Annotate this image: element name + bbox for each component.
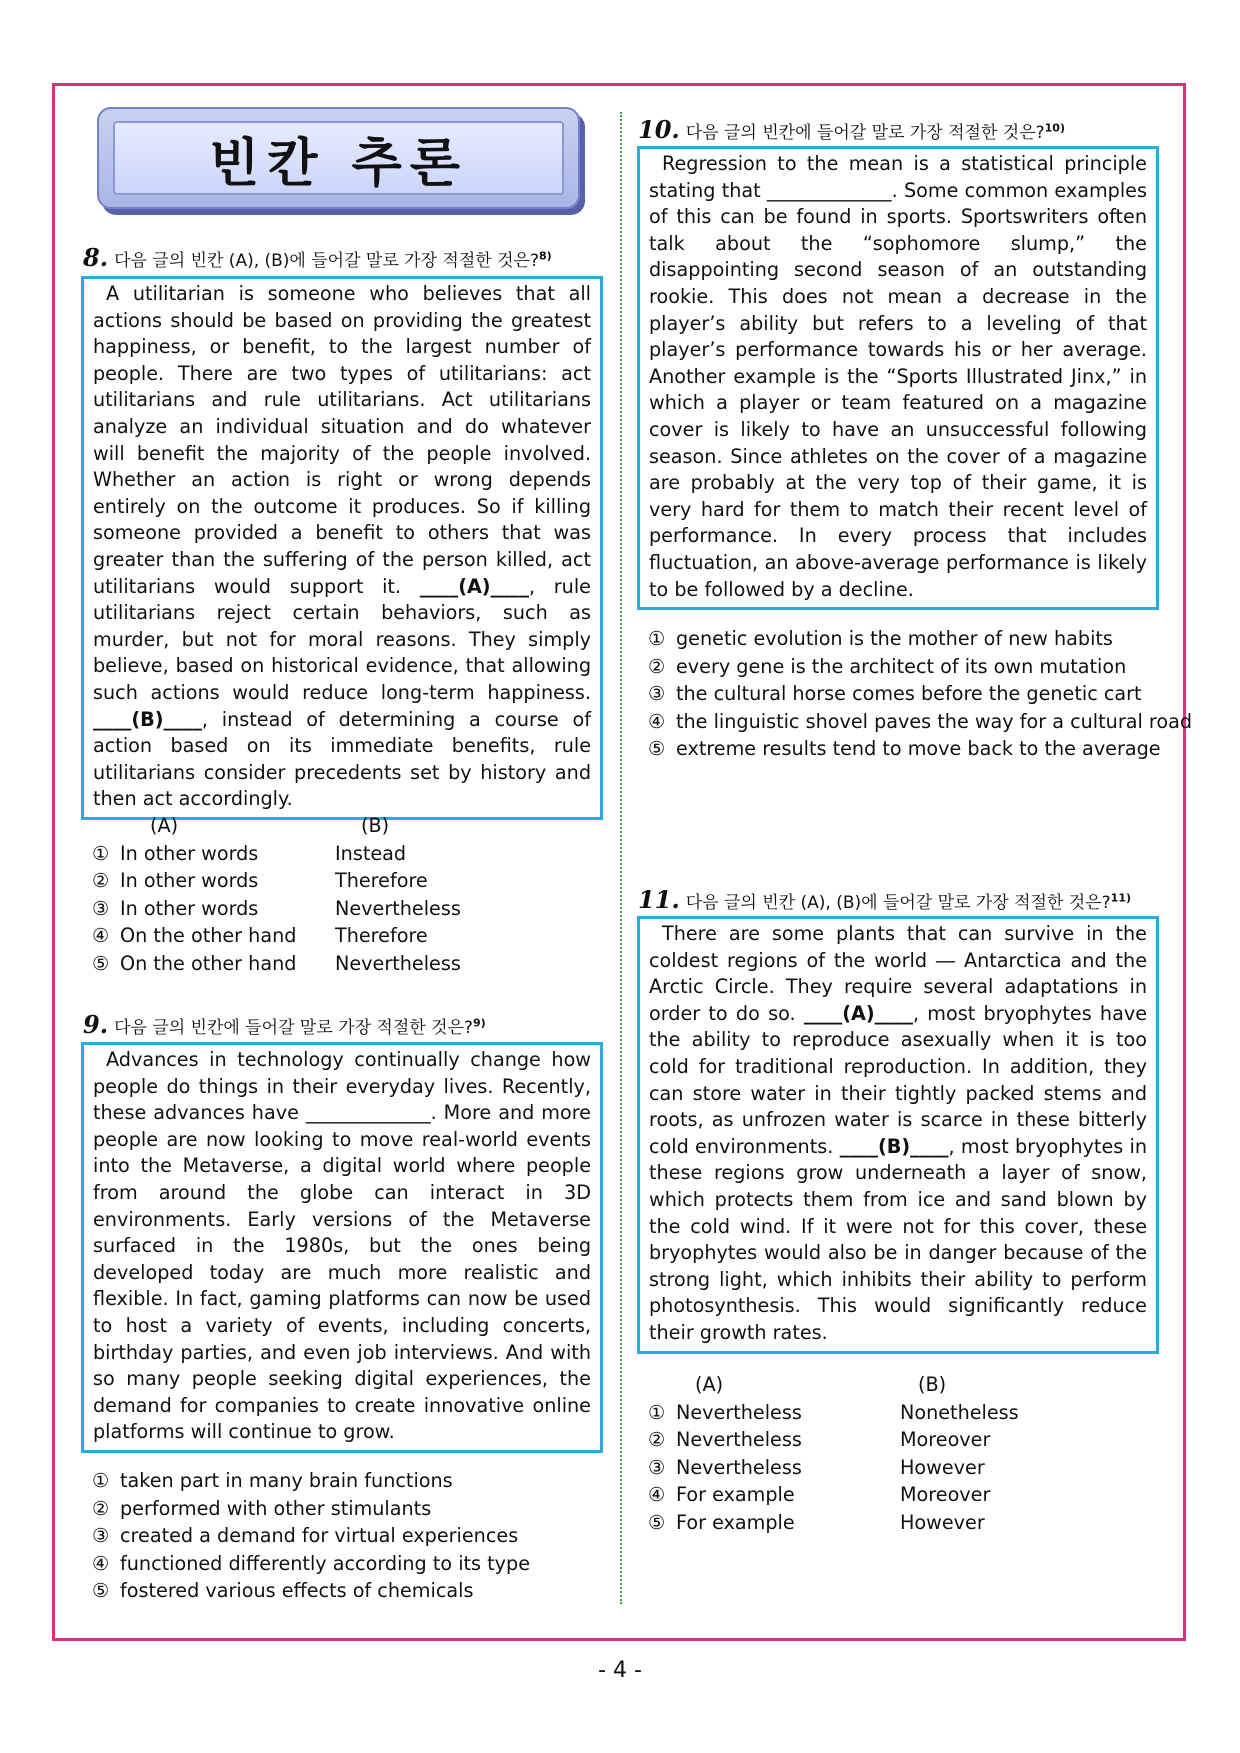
q9-passage-box bbox=[81, 1042, 603, 1453]
q8-number: 8. bbox=[83, 243, 109, 272]
q8-footnote: 8) bbox=[538, 249, 552, 263]
option-a bbox=[648, 1454, 802, 1482]
option-number: ④ bbox=[648, 709, 666, 733]
option-number: ① bbox=[648, 1400, 666, 1424]
option-text: fostered various effects of chemicals bbox=[120, 1579, 474, 1602]
q10-number: 10. bbox=[638, 115, 680, 144]
option-text: genetic evolution is the mother of new habits bbox=[676, 627, 1113, 650]
option-b-text: Instead bbox=[335, 841, 407, 865]
q10-footnote: 10) bbox=[1044, 121, 1065, 135]
q8-col-a-label: (A) bbox=[150, 814, 179, 837]
option-text: every gene is the architect of its own mutation bbox=[676, 654, 1127, 678]
q8-header bbox=[83, 243, 552, 272]
q11-header bbox=[638, 885, 1131, 914]
q8-col-b-label: (B) bbox=[361, 814, 390, 837]
option-b-text: Therefore bbox=[335, 924, 428, 947]
option-text: the cultural horse comes before the genetic cart bbox=[676, 682, 1142, 705]
option-row[interactable] bbox=[648, 1509, 1158, 1537]
option-b-text: Moreover bbox=[900, 1483, 991, 1506]
option-b-text: However bbox=[900, 1455, 985, 1479]
option-row[interactable] bbox=[92, 922, 592, 950]
section-title-inner bbox=[113, 121, 564, 195]
page-number: - 4 - bbox=[598, 1658, 642, 1683]
q9-blank: _____________ bbox=[305, 1101, 431, 1125]
option-b-text: Moreover bbox=[900, 1428, 991, 1451]
option-a-text: In other words bbox=[120, 841, 259, 865]
option-b-text: Nonetheless bbox=[900, 1400, 1019, 1424]
option-row[interactable] bbox=[92, 840, 592, 868]
option-text: extreme results tend to move back to the average bbox=[676, 737, 1161, 760]
q10-passage-box bbox=[637, 146, 1159, 610]
option-text: performed with other stimulants bbox=[120, 1496, 432, 1520]
option-text: the linguistic shovel paves the way for a cultural road bbox=[676, 709, 1193, 733]
option-a bbox=[92, 922, 296, 950]
option-number: ① bbox=[92, 841, 110, 865]
option-a-text: Nevertheless bbox=[676, 1455, 802, 1479]
option-a-text: On the other hand bbox=[120, 951, 297, 975]
option-number: ④ bbox=[92, 924, 110, 947]
option-number: ② bbox=[648, 654, 666, 678]
option-number: ① bbox=[92, 1469, 110, 1492]
option-a bbox=[648, 1509, 795, 1537]
q11-passage-start: There are some plants that can survive in the coldest regions of the world ― Antarctica and the Arctic Circle. They require several adaptations in order to do so. bbox=[649, 922, 1147, 1025]
column-divider bbox=[620, 112, 622, 1604]
option-a-text: In other words bbox=[120, 869, 259, 892]
option-text: functioned differently according to its type bbox=[120, 1551, 531, 1575]
option-number: ③ bbox=[648, 682, 666, 705]
q8-passage-start: A utilitarian is someone who believes that all actions should be based on providing the greatest happiness, or benefit, to the largest number of people. There are two types of utilitarians: act utilitarians and rule utilitarians. Act utilitarians analyze an individual situation and do whatever will benefit the majority of the people involved. Whether an action is right or wrong depends entirely on the outcome it produces. So if killing someone provided a benefit to others that was greater than the suffering of the person killed, act utilitarians would support it. bbox=[93, 282, 591, 598]
q11-passage-box bbox=[637, 916, 1159, 1354]
option-number: ② bbox=[92, 1496, 110, 1520]
q11-col-b-label: (B) bbox=[918, 1373, 947, 1396]
q10-passage-start: Regression to the mean is a statistical principle stating that bbox=[649, 152, 1147, 202]
q10-blank: _____________ bbox=[766, 178, 892, 202]
option-number: ③ bbox=[92, 896, 110, 920]
section-title: 빈칸 추론 bbox=[208, 133, 469, 194]
option-text: taken part in many brain functions bbox=[120, 1469, 453, 1492]
option-number: ④ bbox=[92, 1551, 110, 1575]
q8-passage-box bbox=[81, 276, 603, 820]
option-a bbox=[648, 1481, 795, 1509]
option-a-text: On the other hand bbox=[120, 924, 297, 947]
option-a bbox=[92, 840, 258, 868]
option-row[interactable] bbox=[648, 1454, 1158, 1482]
option-item[interactable] bbox=[92, 1467, 602, 1495]
option-number: ① bbox=[648, 627, 666, 650]
q9-passage bbox=[93, 1047, 591, 1446]
q8-passage-mid: , rule utilitarians reject certain behaviors, such as murder, but not for moral reasons. They simply believe, based on historical evidence, that allowing such actions would reduce long-term happiness. bbox=[93, 574, 591, 704]
option-item[interactable] bbox=[92, 1550, 602, 1578]
option-a-text: Nevertheless bbox=[676, 1428, 802, 1451]
option-a bbox=[92, 950, 296, 978]
q11-col-a-label: (A) bbox=[695, 1373, 724, 1396]
option-number: ② bbox=[648, 1428, 666, 1451]
option-item[interactable] bbox=[648, 680, 1158, 708]
section-title-banner bbox=[97, 107, 580, 209]
q8-blank-a: ____(A)____ bbox=[419, 574, 529, 598]
q10-options bbox=[648, 625, 1193, 763]
q10-header bbox=[638, 115, 1065, 144]
option-a bbox=[92, 867, 258, 895]
q10-passage bbox=[649, 151, 1147, 603]
q9-header bbox=[83, 1010, 486, 1039]
option-row[interactable] bbox=[92, 895, 592, 923]
q8-options-header bbox=[92, 812, 592, 840]
option-number: ⑤ bbox=[92, 951, 110, 975]
option-row[interactable] bbox=[648, 1426, 1158, 1454]
q11-options-header bbox=[648, 1371, 1158, 1399]
q9-passage-start: Advances in technology continually change how people do things in their everyday lives. Recently, these advances have bbox=[93, 1048, 591, 1125]
option-number: ② bbox=[92, 869, 110, 892]
option-item[interactable] bbox=[92, 1522, 602, 1550]
q11-blank-b: ____(B)____ bbox=[839, 1134, 949, 1158]
option-a bbox=[648, 1426, 802, 1454]
option-item[interactable] bbox=[648, 735, 1161, 763]
q8-options-table bbox=[92, 812, 592, 977]
option-number: ⑤ bbox=[648, 737, 666, 760]
q9-passage-end: . More and more people are now looking to move real-world events into the Metaverse, a digital world where people from around the globe can interact in 3D environments. Early versions of the Metaverse surfaced in the 1980s, but the ones being developed today are much more realistic and flexible. In fact, gaming platforms can now be used to host a variety of events, including concerts, birthday parties, and even job interviews. And with so many people seeking digital experiences, the demand for companies to create innovative online platforms will continue to grow. bbox=[93, 1101, 591, 1444]
q10-prompt: 다음 글의 빈칸에 들어갈 말로 가장 적절한 것은? bbox=[685, 123, 1045, 143]
option-row[interactable] bbox=[92, 950, 592, 978]
q8-prompt: 다음 글의 빈칸 (A), (B)에 들어갈 말로 가장 적절한 것은? bbox=[114, 251, 539, 271]
option-b-text: Therefore bbox=[335, 869, 428, 892]
option-item[interactable] bbox=[648, 625, 1158, 653]
option-a-text: For example bbox=[676, 1483, 795, 1506]
option-row[interactable] bbox=[92, 867, 592, 895]
option-item[interactable] bbox=[92, 1577, 602, 1605]
q11-blank-a: ____(A)____ bbox=[803, 1001, 913, 1025]
q11-passage bbox=[649, 921, 1147, 1347]
q11-options-table bbox=[648, 1371, 1158, 1536]
option-a-text: For example bbox=[676, 1510, 795, 1534]
option-a-text: In other words bbox=[120, 896, 259, 920]
option-number: ⑤ bbox=[92, 1579, 110, 1602]
q8-passage bbox=[93, 281, 591, 813]
q10-passage-end: . Some common examples of this can be found in sports. Sportswriters often talk about the “sophomore slump,” the disappointing second season of an outstanding rookie. This does not mean a decrease in the player’s ability but refers to a leveling of that player’s performance towards his or her average. Another example is the “Sports Illustrated Jinx,” in which a player or team featured on a magazine cover is likely to have an unsuccessful following season. Since athletes on the cover of a magazine are probably at the very top of their game, it is very hard for them to match their recent level of performance. In every process that includes fluctuation, an above-average performance is likely to be followed by a decline. bbox=[649, 178, 1147, 601]
option-number: ③ bbox=[92, 1524, 110, 1547]
q11-footnote: 11) bbox=[1110, 891, 1132, 905]
option-number: ⑤ bbox=[648, 1510, 666, 1534]
option-row[interactable] bbox=[648, 1399, 1158, 1427]
option-a bbox=[648, 1399, 802, 1427]
q9-number: 9. bbox=[83, 1010, 109, 1039]
option-item[interactable] bbox=[648, 708, 1193, 736]
q11-number: 11. bbox=[638, 885, 680, 914]
q9-footnote: 9) bbox=[472, 1016, 486, 1030]
option-b-text: Nevertheless bbox=[335, 951, 461, 975]
q9-prompt: 다음 글의 빈칸에 들어갈 말로 가장 적절한 것은? bbox=[114, 1018, 473, 1038]
q8-blank-b: ____(B)____ bbox=[93, 707, 202, 731]
option-a-text: Nevertheless bbox=[676, 1400, 802, 1424]
option-text: created a demand for virtual experiences bbox=[120, 1524, 519, 1547]
option-b-text: However bbox=[900, 1510, 985, 1534]
option-row[interactable] bbox=[648, 1481, 1158, 1509]
option-a bbox=[92, 895, 258, 923]
option-number: ④ bbox=[648, 1483, 666, 1506]
q11-passage-mid: , most bryophytes have the ability to reproduce asexually when it is too cold for traditional reproduction. In addition, they can store water in their tightly packed stems and roots, as unfrozen water is scarce in these bitterly cold environments. bbox=[649, 1001, 1148, 1158]
option-number: ③ bbox=[648, 1455, 666, 1479]
option-item[interactable] bbox=[648, 653, 1158, 681]
q8-passage-end: , instead of determining a course of action based on its immediate benefits, rule utilitarians consider precedents set by history and then act accordingly. bbox=[93, 707, 591, 811]
q9-options bbox=[92, 1467, 602, 1605]
option-item[interactable] bbox=[92, 1495, 602, 1523]
q11-prompt: 다음 글의 빈칸 (A), (B)에 들어갈 말로 가장 적절한 것은? bbox=[685, 893, 1111, 913]
option-b-text: Nevertheless bbox=[335, 896, 461, 920]
q11-passage-end: , most bryophytes in these regions grow underneath a layer of snow, which protects them from ice and sand blown by the cold wind. If it were not for this cover, these bryophytes would also be in danger because of the strong light, which inhibits their ability to perform photosynthesis. This would significantly reduce their growth rates. bbox=[649, 1134, 1147, 1344]
